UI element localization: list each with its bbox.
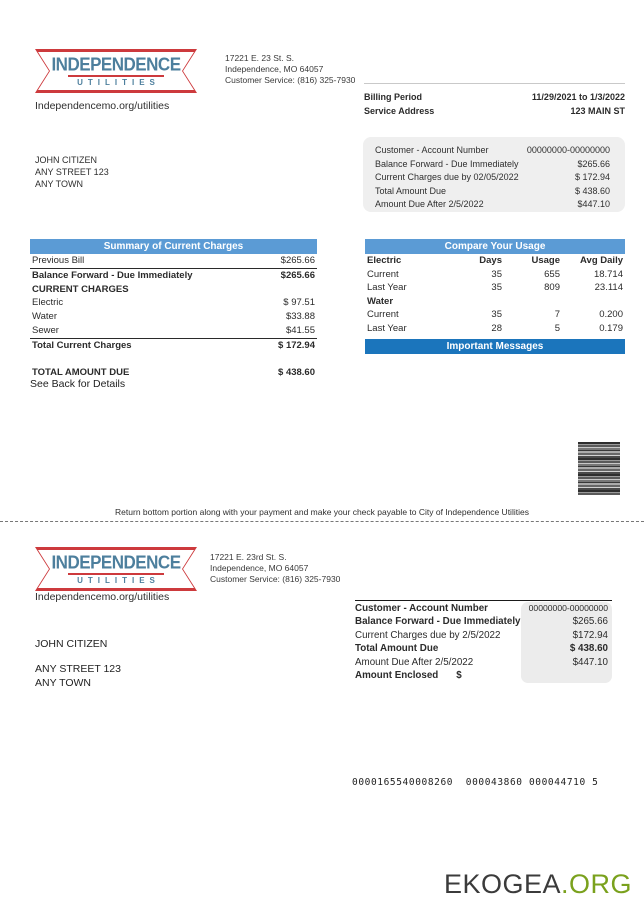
row-value: $265.66 bbox=[280, 269, 315, 281]
payment-stub-account-block bbox=[355, 600, 612, 682]
usage-row bbox=[365, 268, 625, 282]
current-charges-row bbox=[355, 629, 612, 642]
logo-title: INDEPENDENCE bbox=[51, 53, 181, 75]
billing-period-value: 11/29/2021 to 1/3/2022 bbox=[531, 92, 625, 102]
cell: 35 bbox=[491, 309, 502, 320]
cell: Last Year bbox=[367, 322, 407, 334]
row-value: $ 172.94 bbox=[574, 172, 610, 183]
cell: 28 bbox=[491, 322, 502, 334]
customer-mailing-address bbox=[35, 662, 121, 690]
logo-divider bbox=[68, 75, 164, 77]
mail-barcode bbox=[578, 442, 620, 495]
logo-divider bbox=[68, 573, 164, 575]
row-value: $447.10 bbox=[572, 656, 608, 668]
office-address-line: Independence, MO 64057 bbox=[225, 64, 324, 74]
row-label: Water bbox=[32, 311, 57, 323]
site-name: EKOGEA bbox=[443, 869, 561, 899]
row-label: Amount Due After 2/5/2022 bbox=[355, 656, 474, 668]
return-stub-instruction: Return bottom portion along with your payment and make your check payable to City of Independence Utilities bbox=[0, 506, 644, 522]
independence-utilities-logo bbox=[35, 49, 197, 93]
important-messages-header: Important Messages bbox=[365, 339, 625, 354]
row-label: Amount Due After 2/5/2022 bbox=[375, 199, 484, 210]
customer-name: JOHN CITIZEN bbox=[35, 638, 108, 650]
billing-period-row bbox=[364, 90, 625, 104]
table-row bbox=[30, 269, 317, 283]
usage-table-header: Compare Your Usage bbox=[365, 239, 625, 254]
col-header: Avg Daily bbox=[580, 255, 623, 266]
logo-title: INDEPENDENCE bbox=[51, 551, 181, 573]
col-header: Usage bbox=[531, 255, 560, 266]
office-address-line: 17221 E. 23rd St. S. bbox=[210, 552, 287, 562]
office-address-line: Customer Service: (816) 325-7930 bbox=[210, 574, 341, 584]
row-label: Balance Forward - Due Immediately bbox=[375, 158, 519, 169]
customer-mailing-address bbox=[35, 154, 109, 190]
row-value: $447.10 bbox=[577, 199, 610, 210]
cell: 655 bbox=[544, 268, 560, 280]
cell bbox=[447, 295, 502, 309]
customer-town: ANY TOWN bbox=[35, 179, 84, 189]
cell: 23.114 bbox=[594, 282, 623, 293]
office-address bbox=[225, 53, 355, 86]
total-amount-due-row bbox=[375, 185, 610, 199]
office-address bbox=[210, 552, 340, 585]
cell: 18.714 bbox=[593, 268, 623, 280]
billing-period-block bbox=[364, 83, 625, 118]
row-value: $265.66 bbox=[577, 158, 610, 169]
table-row bbox=[30, 339, 317, 353]
row-label: Total Current Charges bbox=[32, 339, 132, 351]
row-value: $ 172.94 bbox=[278, 339, 315, 351]
row-label: Previous Bill bbox=[32, 255, 85, 266]
usage-header-row bbox=[365, 254, 625, 268]
table-row bbox=[30, 324, 317, 339]
cell: Current bbox=[367, 268, 399, 280]
row-label: Customer - Account Number bbox=[355, 603, 488, 614]
customer-street: ANY STREET 123 bbox=[35, 167, 109, 177]
customer-street: ANY STREET 123 bbox=[35, 663, 121, 675]
table-row bbox=[30, 310, 317, 324]
table-row bbox=[30, 283, 317, 297]
amount-due-after-row bbox=[355, 656, 612, 669]
row-value: $ 97.51 bbox=[283, 297, 315, 309]
compare-your-usage-table bbox=[365, 239, 625, 335]
cell: 35 bbox=[491, 282, 502, 293]
see-back-note: See Back for Details bbox=[30, 378, 126, 390]
customer-name: JOHN CITIZEN bbox=[35, 155, 97, 165]
row-value: $ 438.60 bbox=[278, 366, 315, 378]
cell: Current bbox=[367, 309, 399, 320]
dollar-sign: $ bbox=[456, 670, 462, 682]
amount-enclosed-row bbox=[355, 669, 612, 682]
account-number-row bbox=[355, 602, 612, 615]
cell bbox=[502, 295, 560, 309]
cell: 809 bbox=[544, 282, 560, 293]
row-label: Total Amount Due bbox=[375, 185, 447, 196]
usage-row bbox=[365, 308, 625, 322]
row-value: $41.55 bbox=[285, 324, 315, 336]
office-address-line: 17221 E. 23 St. S. bbox=[225, 53, 294, 63]
total-amount-due-row bbox=[355, 642, 612, 655]
account-number-row bbox=[375, 144, 610, 158]
col-header: Days bbox=[479, 255, 502, 266]
cell: 0.200 bbox=[599, 309, 623, 320]
balance-forward-row bbox=[355, 615, 612, 628]
cell bbox=[560, 295, 623, 309]
row-label: CURRENT CHARGES bbox=[32, 283, 129, 295]
service-address-value: 123 MAIN ST bbox=[570, 106, 625, 116]
usage-section-row bbox=[365, 295, 625, 309]
cell: 35 bbox=[491, 268, 502, 280]
office-address-line: Customer Service: (816) 325-7930 bbox=[225, 75, 356, 85]
row-label: TOTAL AMOUNT DUE bbox=[32, 366, 130, 378]
customer-town: ANY TOWN bbox=[35, 677, 92, 689]
service-address-row bbox=[364, 104, 625, 118]
row-label: Customer - Account Number bbox=[375, 145, 489, 155]
row-value: $265.66 bbox=[572, 616, 608, 628]
usage-row bbox=[365, 322, 625, 336]
row-value: 00000000-00000000 bbox=[526, 145, 610, 155]
office-address-line: Independence, MO 64057 bbox=[210, 563, 309, 573]
micr-scan-line: 0000165540008260 000043860 000044710 5 bbox=[352, 777, 599, 788]
row-value: $172.94 bbox=[572, 629, 608, 641]
row-value: $33.88 bbox=[285, 311, 315, 323]
table-row bbox=[30, 296, 317, 310]
balance-forward-row bbox=[375, 158, 610, 172]
utility-website-link[interactable]: Independencemo.org/utilities bbox=[35, 591, 170, 603]
logo-subtitle: UTILITIES bbox=[77, 575, 160, 585]
row-value: 00000000-00000000 bbox=[528, 603, 608, 613]
logo-subtitle: UTILITIES bbox=[77, 77, 160, 87]
summary-table-header: Summary of Current Charges bbox=[30, 239, 317, 254]
row-label: Sewer bbox=[32, 324, 59, 336]
billing-period-label: Billing Period bbox=[364, 92, 423, 102]
col-header: Electric bbox=[367, 255, 402, 266]
independence-utilities-logo bbox=[35, 547, 197, 591]
row-label: Amount Enclosed bbox=[355, 670, 439, 682]
row-label: Balance Forward - Due Immediately bbox=[32, 269, 193, 281]
service-address-label: Service Address bbox=[364, 106, 435, 116]
row-label: Current Charges due by 2/5/2022 bbox=[355, 629, 501, 641]
site-tld: .ORG bbox=[560, 869, 632, 899]
usage-row bbox=[365, 281, 625, 295]
row-value: $ 438.60 bbox=[574, 185, 610, 196]
cell: 5 bbox=[554, 322, 560, 334]
utility-website-link[interactable]: Independencemo.org/utilities bbox=[35, 100, 170, 112]
row-label: Current Charges due by 02/05/2022 bbox=[375, 172, 519, 183]
amount-due-after-row bbox=[375, 198, 610, 212]
cell: Water bbox=[367, 295, 394, 307]
row-value: $ 438.60 bbox=[569, 643, 608, 655]
cell: Last Year bbox=[367, 282, 407, 293]
row-label: Balance Forward - Due Immediately bbox=[355, 616, 521, 628]
ekogea-site-logo[interactable] bbox=[444, 869, 632, 899]
current-charges-row bbox=[375, 171, 610, 185]
row-label: Total Amount Due bbox=[355, 643, 439, 655]
cell: 0.179 bbox=[599, 322, 623, 334]
row-label: Electric bbox=[32, 297, 64, 309]
cell: 7 bbox=[554, 309, 560, 320]
summary-of-current-charges-table bbox=[30, 239, 317, 379]
account-summary-box bbox=[363, 137, 625, 212]
table-row bbox=[30, 254, 317, 269]
row-value: $265.66 bbox=[280, 255, 315, 266]
